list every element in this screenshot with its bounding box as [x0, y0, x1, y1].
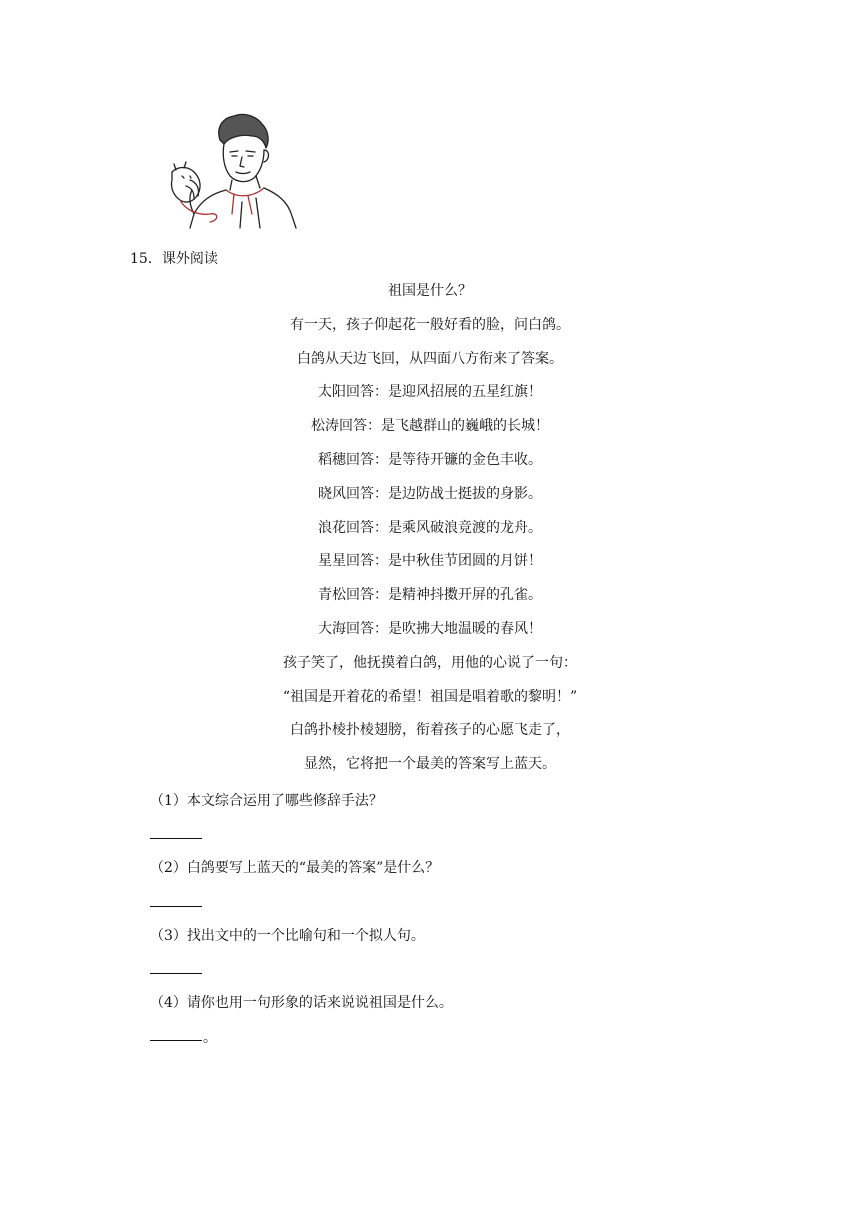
answer-blank-1[interactable]	[150, 822, 202, 839]
poem-line: 晓风回答：是边防战士挺拔的身影。	[318, 485, 542, 502]
subquestion-3: （3）找出文中的一个比喻句和一个拟人句。	[150, 928, 425, 944]
poem-line: 太阳回答：是迎风招展的五星红旗！	[318, 384, 542, 401]
subquestion-2: （2）白鸽要写上蓝天的“最美的答案”是什么？	[150, 860, 440, 876]
poem-line: “祖国是开着花的希望！祖国是唱着歌的黎明！”	[282, 688, 578, 705]
poem-line: 白鸽从天边飞回，从四面八方衔来了答案。	[297, 350, 563, 367]
poem-line: 星星回答：是中秋佳节团圆的月饼！	[318, 553, 542, 570]
poem-line: 青松回答：是精神抖擞开屏的孔雀。	[318, 587, 542, 604]
poem	[0, 280, 860, 787]
poem-line: 稻穗回答：是等待开镰的金色丰收。	[318, 451, 542, 468]
poem-line: 有一天，孩子仰起花一般好看的脸，问白鸽。	[290, 316, 570, 333]
poem-line: 松涛回答：是飞越群山的巍峨的长城！	[311, 418, 549, 435]
answer-blank-3[interactable]	[150, 957, 202, 974]
poem-line: 白鸽扑棱扑棱翅膀，衔着孩子的心愿飞走了，	[290, 722, 570, 739]
poem-title: 祖国是什么？	[388, 283, 472, 299]
poem-line: 大海回答：是吹拂大地温暖的春风！	[318, 620, 542, 637]
subquestion-1: （1）本文综合运用了哪些修辞手法？	[150, 793, 383, 809]
answer-suffix-4: 。	[203, 1030, 217, 1046]
man-holding-animal-illustration	[160, 110, 302, 230]
poem-line: 浪花回答：是乘风破浪竞渡的龙舟。	[318, 519, 542, 536]
question-number-heading: 15．课外阅读	[130, 251, 218, 267]
answer-blank-4[interactable]	[150, 1024, 202, 1041]
subquestion-4: （4）请你也用一句形象的话来说说祖国是什么。	[150, 995, 453, 1011]
poem-line: 孩子笑了，他抚摸着白鸽，用他的心说了一句：	[283, 654, 577, 671]
answer-blank-2[interactable]	[150, 890, 202, 907]
poem-line: 显然，它将把一个最美的答案写上蓝天。	[304, 756, 556, 773]
